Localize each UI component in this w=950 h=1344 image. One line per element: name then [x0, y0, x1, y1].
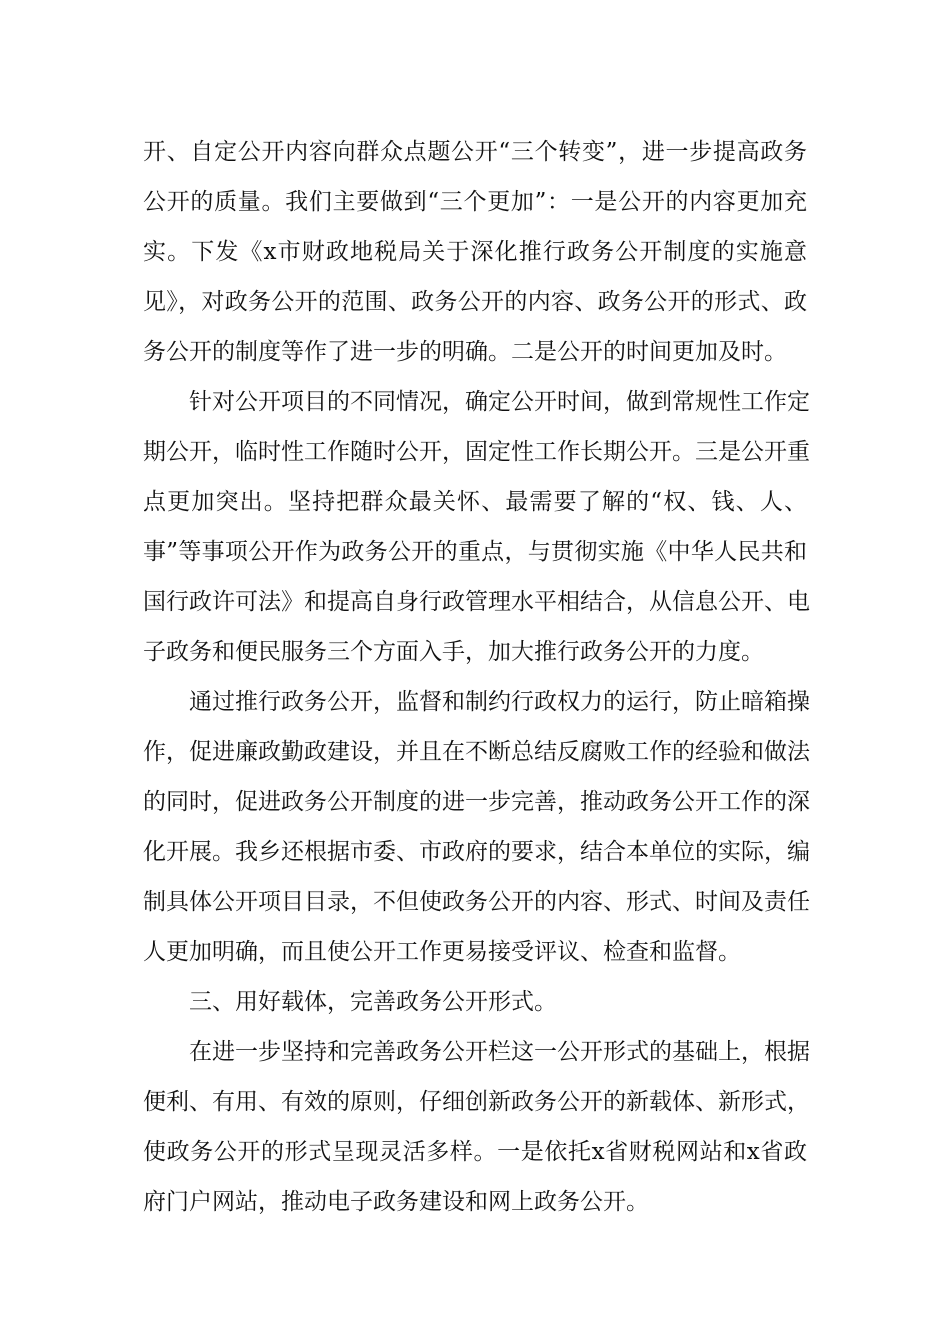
- paragraph-2-line-2: 期公开，临时性工作随时公开，固定性工作长期公开。三是公开重: [143, 439, 810, 465]
- paragraph-5-line-1: 在进一步坚持和完善政务公开栏这一公开形式的基础上，根据: [189, 1039, 810, 1065]
- paragraph-2-line-4: 事”等事项公开作为政务公开的重点，与贯彻实施《中华人民共和: [143, 539, 807, 565]
- paragraph-2-line-1: 针对公开项目的不同情况，确定公开时间，做到常规性工作定: [189, 389, 810, 415]
- paragraph-3-line-3: 的同时，促进政务公开制度的进一步完善，推动政务公开工作的深: [143, 789, 810, 815]
- paragraph-3-line-5: 制具体公开项目目录，不但使政务公开的内容、形式、时间及责任: [143, 889, 810, 915]
- paragraph-1-line-3: 实。下发《x市财政地税局关于深化推行政务公开制度的实施意: [143, 239, 807, 265]
- paragraph-2-line-3: 点更加突出。坚持把群众最关怀、最需要了解的“权、钱、人、: [143, 489, 807, 515]
- paragraph-1-line-2: 公开的质量。我们主要做到“三个更加”：一是公开的内容更加充: [143, 189, 807, 215]
- paragraph-3-line-6: 人更加明确，而且使公开工作更易接受评议、检查和监督。: [143, 939, 741, 965]
- paragraph-5-line-3: 使政务公开的形式呈现灵活多样。一是依托x省财税网站和x省政: [143, 1139, 807, 1165]
- paragraph-1-line-1: 开、自定公开内容向群众点题公开“三个转变”，进一步提高政务: [143, 139, 807, 165]
- paragraph-1-line-5: 务公开的制度等作了进一步的明确。二是公开的时间更加及时。: [143, 339, 787, 365]
- paragraph-2-line-6: 子政务和便民服务三个方面入手，加大推行政务公开的力度。: [143, 639, 764, 665]
- paragraph-2-line-5: 国行政许可法》和提高自身行政管理水平相结合，从信息公开、电: [143, 589, 810, 615]
- paragraph-1-line-4: 见》，对政务公开的范围、政务公开的内容、政务公开的形式、政: [143, 289, 807, 315]
- paragraph-3-line-4: 化开展。我乡还根据市委、市政府的要求，结合本单位的实际，编: [143, 839, 810, 865]
- paragraph-5-line-2: 便利、有用、有效的原则，仔细创新政务公开的新载体、新形式，: [143, 1089, 810, 1115]
- section-heading: 三、用好载体，完善政务公开形式。: [189, 989, 557, 1015]
- paragraph-5-line-4: 府门户网站，推动电子政务建设和网上政务公开。: [143, 1189, 649, 1215]
- body-text: [143, 127, 810, 1227]
- paragraph-3-line-2: 作，促进廉政勤政建设，并且在不断总结反腐败工作的经验和做法: [143, 739, 810, 765]
- paragraph-3-line-1: 通过推行政务公开，监督和制约行政权力的运行，防止暗箱操: [189, 689, 810, 715]
